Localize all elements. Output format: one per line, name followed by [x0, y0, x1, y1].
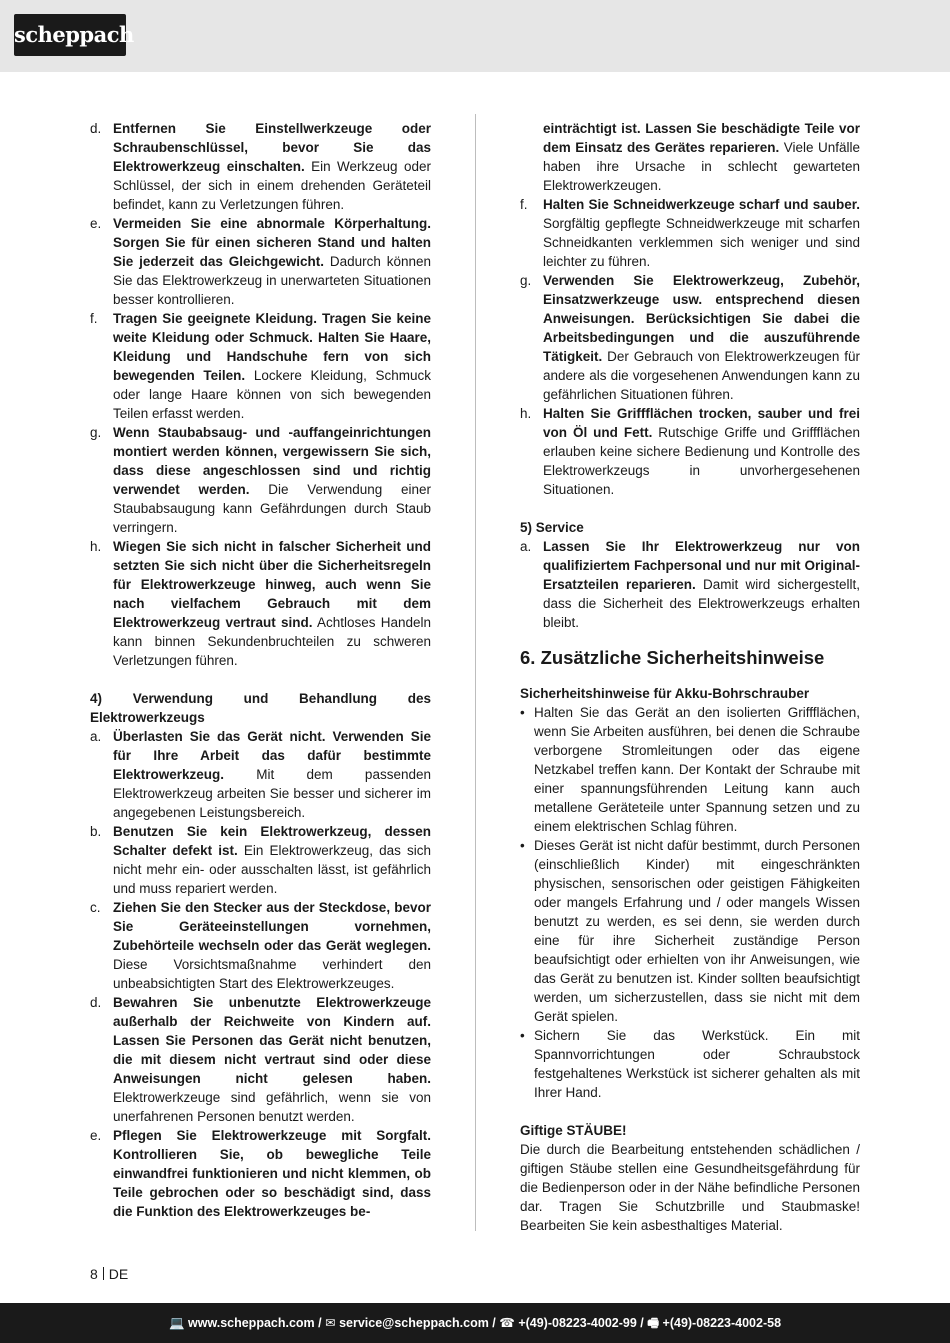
list-item-text — [113, 727, 431, 822]
bullet-icon: • — [520, 705, 525, 720]
list-marker: a. — [520, 539, 532, 554]
list-item-text — [113, 119, 431, 214]
list-item — [90, 993, 431, 1126]
list-item-text — [113, 898, 431, 993]
list-item-bold: Bewahren Sie unbenutzte Elektrowerkzeuge außerhalb der Reichweite von Kindern auf. Lassen Sie Personen das Gerät nicht benutzen, die mit diesem nicht vertraut sind oder diese Anweisungen nicht gelesen haben. — [113, 995, 431, 1086]
fax-icon: 🖷 — [647, 1316, 660, 1330]
chapter-title: 6. Zusätzliche Sicherheitshinweise — [520, 647, 825, 668]
bullet-icon: • — [520, 838, 525, 853]
list-item-plain: Dadurch können Sie das Elektrowerkzeug in unerwarteten Situationen besser kontrollieren. — [113, 254, 431, 307]
list-marker: g. — [520, 273, 532, 288]
footer-separator: / — [488, 1316, 500, 1330]
list-item-plain: Elektrowerkzeuge sind gefährlich, wenn sie von unerfahrenen Personen benutzt werden. — [113, 1090, 431, 1124]
list-item-plain: Ein Werkzeug oder Schlüssel, der sich in einem drehenden Geräteteil befindet, kann zu Verletzungen führen. — [113, 159, 431, 212]
list-item-bold: Wiegen Sie sich nicht in falscher Sicherheit und setzten Sie sich nicht über die Sicherheitsregeln für Elektrowerkzeuge hinweg, auch wenn Sie nach vielfachem Gebrauch mit dem Elektrowerkzeug vertraut sind. — [113, 539, 431, 630]
list-marker: e. — [90, 216, 102, 231]
list-item-bold: Benutzen Sie kein Elektrowerkzeug, dessen Schalter defekt ist. — [113, 824, 431, 858]
list-item-plain: Rutschige Griffe und Griffflächen erlauben keine sichere Bedienung und Kontrolle des Elektrowerkzeugs in unvorhergesehenen Situationen. — [543, 425, 860, 497]
list-item-plain: Damit wird sichergestellt, dass die Sicherheit des Elektrowerkzeugs erhalten bleibt. — [543, 577, 860, 630]
footer-bar — [0, 1303, 950, 1343]
list-marker: b. — [90, 824, 102, 839]
left-column — [90, 119, 431, 1221]
spacer — [90, 670, 431, 689]
list-item-bold: Entfernen Sie Einstellwerkzeuge oder Schraubenschlüssel, bevor Sie das Elektrowerkzeug einschalten. — [113, 121, 431, 174]
list-item — [520, 404, 860, 499]
akku-title: Sicherheitshinweise für Akku-Bohrschrauber — [520, 686, 810, 701]
computer-icon: 💻 — [168, 1316, 185, 1330]
list-marker: f. — [520, 197, 528, 212]
list-item — [90, 727, 431, 822]
fax-number: +(49)-08223-4002-58 — [662, 1316, 782, 1330]
list-item-bold: Tragen Sie geeignete Kleidung. Tragen Sie keine weite Kleidung oder Schmuck. Halten Sie Haare, Kleidung und Handschuhe fern von sich bewegenden Teilen. — [113, 311, 431, 383]
right-column — [520, 119, 860, 1235]
list-item-plain: Sorgfältig gepflegte Schneidwerkzeuge mit scharfen Schneidkanten verklemmen sich weniger und sind leichter zu führen. — [543, 216, 860, 269]
list-item-text — [113, 537, 431, 670]
bullet-item — [520, 836, 860, 1026]
header-bar — [0, 0, 950, 72]
list-item-text — [113, 309, 431, 423]
list-item-plain: Mit dem passenden Elektrowerkzeug arbeiten Sie besser und sicherer im angegebenen Leistungsbereich. — [113, 767, 431, 820]
phone-icon: ☎ — [499, 1316, 515, 1330]
page-language: DE — [108, 1266, 129, 1282]
list-item-plain: Diese Vorsichtsmaßnahme verhindert den unbeabsichtigten Start des Elektrowerkzeuges. — [113, 957, 431, 991]
phone-number[interactable]: +(49)-08223-4002-99 — [518, 1316, 637, 1330]
list-items-d — [520, 537, 860, 632]
website-link[interactable]: www.scheppach.com — [188, 1316, 315, 1330]
list-item-text — [543, 537, 860, 632]
list-marker: a. — [90, 729, 102, 744]
list-item-bold: Ziehen Sie den Stecker aus der Steckdose, bevor Sie Geräteeinstellungen vornehmen, Zubehörteile wechseln oder das Gerät weglegen. — [113, 900, 431, 953]
list-marker: h. — [520, 406, 532, 421]
footer-separator: / — [636, 1316, 648, 1330]
list-item — [520, 537, 860, 632]
list-item-text — [543, 404, 860, 499]
page-number — [90, 1265, 128, 1283]
list-item-plain: Der Gebrauch von Elektrowerkzeugen für andere als die vorgesehenen Anwendungen kann zu gefährlichen Situationen führen. — [543, 349, 860, 402]
list-items-c — [520, 195, 860, 499]
spacer — [520, 499, 860, 518]
list-item-text — [113, 993, 431, 1126]
spacer — [520, 1102, 860, 1121]
list-item-bold: Halten Sie Griffflächen trocken, sauber und frei von Öl und Fett. — [543, 406, 860, 440]
list-item-text — [113, 423, 431, 537]
list-item-bold: Verwenden Sie Elektrowerkzeug, Zubehör, Einsatzwerkzeuge usw. entsprechend diesen Anweisungen. Berücksichtigen Sie dabei die Arbeitsbedingungen und die auszuführende Tätigkeit. — [543, 273, 860, 364]
email-link[interactable]: service@scheppach.com — [339, 1316, 489, 1330]
list-item — [520, 271, 860, 404]
list-items-a — [90, 119, 431, 670]
list-item-text — [543, 195, 860, 271]
footer-separator: / — [314, 1316, 326, 1330]
list-marker: g. — [90, 425, 102, 440]
column-divider — [475, 114, 476, 1231]
list-item-bold: Halten Sie Schneidwerkzeuge scharf und sauber. — [543, 197, 860, 212]
list-item-plain: Achtloses Handeln kann binnen Sekundenbruchteilen zu schweren Verletzungen führen. — [113, 615, 432, 668]
list-items-b — [90, 727, 431, 1221]
bullet-list — [520, 703, 860, 1102]
section-4-title: 4) Verwendung und Behandlung des Elektrowerkzeugs — [90, 691, 431, 725]
list-item-bold: Pflegen Sie Elektrowerkzeuge mit Sorgfalt. Kontrollieren Sie, ob bewegliche Teile einwandfrei funktionieren und nicht klemmen, ob Teile gebrochen oder so beschädigt sind, dass die Funktion des Elektrowerkzeuges be- — [113, 1128, 431, 1219]
bullet-text: Halten Sie das Gerät an den isolierten Griffflächen, wenn Sie Arbeiten ausführen, bei denen die Schraube verborgene Stromleitungen oder das eigene Netzkabel treffen kann. Der Kontakt der Schraube mit einer spannungsführenden Leitung kann auch metallene Geräteteile unter Spannung setzen und zu einem elektrischen Schlag führen. — [534, 705, 860, 834]
list-marker: f. — [90, 311, 98, 326]
list-item-text — [113, 214, 431, 309]
list-item-bold: Überlasten Sie das Gerät nicht. Verwenden Sie für Ihre Arbeit das dafür bestimmte Elektrowerkzeug. — [113, 729, 431, 782]
bullet-text: Sichern Sie das Werkstück. Ein mit Spannvorrichtungen oder Schraubstock festgehaltenes Werkstück ist sicherer gehalten als mit Ihrer Hand. — [534, 1028, 860, 1100]
list-item-bold: Wenn Staubabsaug- und -auffangeinrichtungen montiert werden können, vergewissern Sie sich, dass diese angeschlossen sind und richtig verwendet werden. — [113, 425, 431, 497]
list-item-plain: Lockere Kleidung, Schmuck oder lange Haare können von sich bewegenden Teilen erfasst werden. — [113, 368, 431, 421]
continued-bold: einträchtigt ist. Lassen Sie beschädigte Teile vor dem Einsatz des Gerätes reparieren. — [543, 121, 860, 155]
list-item — [520, 195, 860, 271]
bullet-item — [520, 703, 860, 836]
section-5-title: 5) Service — [520, 520, 584, 535]
bullet-item — [520, 1026, 860, 1102]
list-item — [90, 1126, 431, 1221]
list-item-text — [113, 1126, 431, 1221]
scheppach-logo: scheppach — [14, 14, 126, 56]
list-item-bold: Lassen Sie Ihr Elektrowerkzeug nur von qualifiziertem Fachpersonal und nur mit Original-Ersatzteilen reparieren. — [543, 539, 860, 592]
list-item — [90, 214, 431, 309]
bullet-text: Dieses Gerät ist nicht dafür bestimmt, durch Personen (einschließlich Kinder) mit eingeschränkten physischen, sensorischen oder geistigen Fähigkeiten oder mangels Erfahrung und / oder mangels Wissen benutzt zu werden, es sei denn, sie werden durch eine für ihre Sicherheit zuständige Person beaufsichtigt oder erhielten von ihr Anweisungen, wie das Gerät zu benutzen ist. Kinder sollten beaufsichtigt werden, um sicherzustellen, dass sie nicht mit dem Gerät spielen. — [534, 838, 860, 1024]
list-marker: e. — [90, 1128, 102, 1143]
list-item-plain: Ein Elektrowerkzeug, das sich nicht mehr ein- oder ausschalten lässt, ist gefährlich und muss repariert werden. — [113, 843, 431, 896]
list-marker: h. — [90, 539, 102, 554]
list-item — [90, 822, 431, 898]
list-item — [90, 119, 431, 214]
continued-text: Viele Unfälle haben ihre Ursache in schlecht gewarteten Elektrowerkzeugen. — [543, 140, 860, 193]
list-item — [90, 309, 431, 423]
list-item — [90, 898, 431, 993]
mail-icon: ✉ — [325, 1316, 336, 1330]
dust-text: Die durch die Bearbeitung entstehenden schädlichen / giftigen Stäube stellen eine Gesundheitsgefährdung für die Bedienperson oder in der Nähe befindliche Personen dar. Tragen Sie Schutzbrille und Staubmaske! Bearbeiten Sie kein asbesthaltiges Material. — [520, 1142, 860, 1233]
continued-item — [520, 119, 860, 195]
list-item-text — [113, 822, 431, 898]
list-item — [90, 537, 431, 670]
list-item — [90, 423, 431, 537]
list-item-bold: Vermeiden Sie eine abnormale Körperhaltung. Sorgen Sie für einen sicheren Stand und halten Sie jederzeit das Gleichgewicht. — [113, 216, 431, 269]
list-marker: d. — [90, 121, 102, 136]
page-separator — [103, 1267, 104, 1280]
page-number-value: 8 — [90, 1266, 98, 1282]
dust-title: Giftige STÄUBE! — [520, 1123, 627, 1138]
list-marker: d. — [90, 995, 102, 1010]
list-item-text — [543, 271, 860, 404]
list-marker: c. — [90, 900, 101, 915]
list-item-plain: Die Verwendung einer Staubabsaugung kann Gefährdungen durch Staub verringern. — [113, 482, 431, 535]
bullet-icon: • — [520, 1028, 525, 1043]
